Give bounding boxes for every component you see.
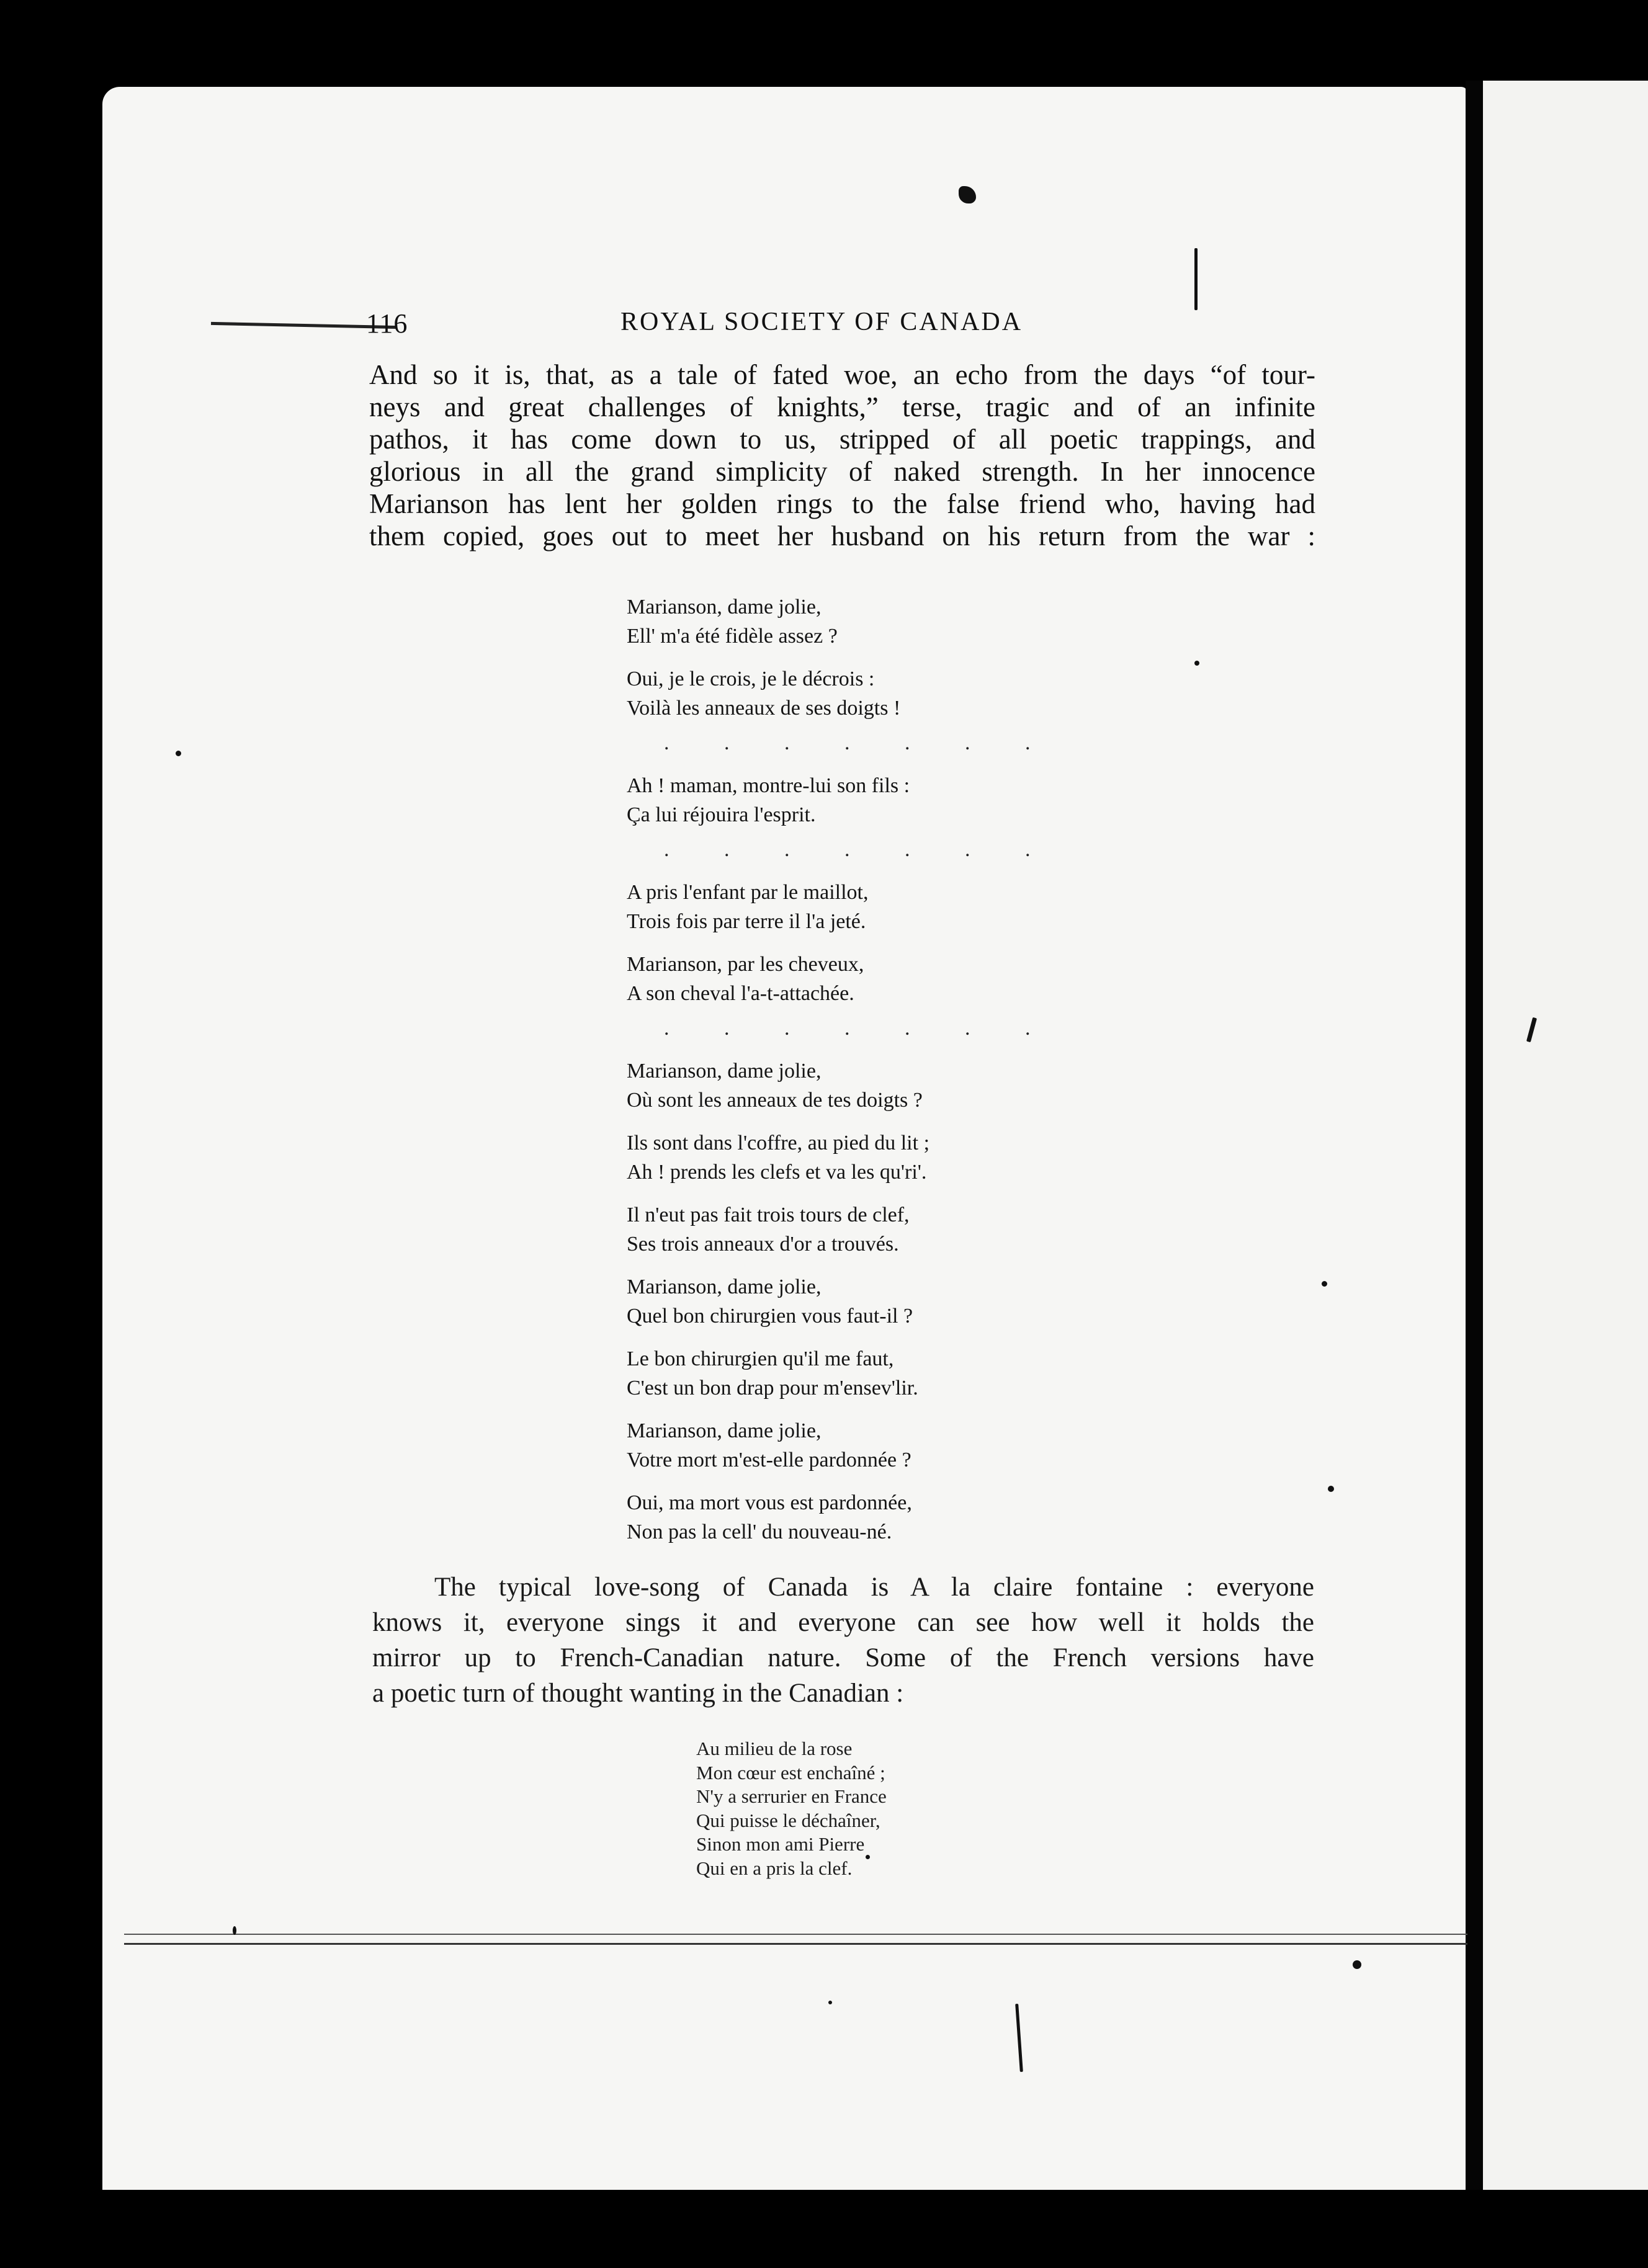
paragraph-line: neys and great challenges of knights,” terse, tragic and of an infinite (369, 391, 1315, 422)
paragraph-line: a poetic turn of thought wanting in the Canadian : (372, 1679, 904, 1708)
verse-line: A pris l'enfant par le maillot, (627, 881, 869, 904)
scan-speck (1328, 1486, 1334, 1492)
poem-marianson (627, 592, 1098, 1560)
stanza (627, 1488, 1098, 1547)
stanza (627, 878, 1098, 936)
verse-line: Ah ! maman, montre-lui son fils : (627, 774, 910, 797)
stanza (627, 1200, 1098, 1259)
paragraph-line: The typical love-song of Canada is A la claire fontaine : everyone (434, 1573, 1314, 1602)
verse-line: Oui, ma mort vous est pardonnée, (627, 1491, 912, 1514)
bottom-rule (124, 1934, 1467, 1935)
stanza (627, 950, 1098, 1008)
poem-claire-fontaine (696, 1737, 1019, 1881)
verse-line: C'est un bon drap pour m'ensev'lir. (627, 1377, 918, 1400)
verse-line: Marianson, par les cheveux, (627, 953, 864, 976)
paragraph-line: pathos, it has come down to us, stripped of all poetic trappings, and (369, 424, 1315, 455)
verse-line: Oui, je le crois, je le décrois : (627, 667, 875, 690)
paragraph-line: knows it, everyone sings it and everyone can see how well it holds the (372, 1608, 1314, 1637)
stanza (627, 592, 1098, 651)
running-head: ROYAL SOCIETY OF CANADA (620, 308, 1023, 336)
paragraph-2 (372, 1569, 1314, 1711)
verse-line: Marianson, dame jolie, (627, 1060, 822, 1083)
verse-line: Marianson, dame jolie, (627, 1275, 822, 1298)
ellipsis-row: . . . . . . . (664, 731, 1055, 754)
verse-line: Non pas la cell' du nouveau-né. (627, 1520, 892, 1543)
verse-line: Ils sont dans l'coffre, au pied du lit ; (627, 1132, 930, 1154)
verse-line: Ses trois anneaux d'or a trouvés. (627, 1233, 899, 1256)
book-gutter (1466, 81, 1483, 2190)
bottom-rule (124, 1943, 1467, 1945)
scan-speck (866, 1855, 870, 1859)
verse-line: Au milieu de la rose (696, 1738, 853, 1759)
verse-line: Quel bon chirurgien vous faut-il ? (627, 1305, 913, 1328)
verse-line: Marianson, dame jolie, (627, 596, 822, 618)
paragraph-line: glorious in all the grand simplicity of naked strength. In her innocence (369, 456, 1315, 487)
stanza (627, 1344, 1098, 1403)
scan-speck (1322, 1281, 1327, 1287)
stanza (627, 1128, 1098, 1187)
verse-line: Il n'eut pas fait trois tours de clef, (627, 1203, 910, 1226)
verse-line: Mon cœur est enchaîné ; (696, 1761, 885, 1784)
scan-speck (233, 1926, 236, 1935)
verse-line: Trois fois par terre il l'a jeté. (627, 910, 866, 933)
verse-line: Sinon mon ami Pierre (696, 1833, 865, 1855)
paragraph-line: And so it is, that, as a tale of fated woe, an echo from the days “of tour- (369, 359, 1315, 390)
scan-speck (176, 751, 181, 756)
verse-line: Voilà les anneaux de ses doigts ! (627, 697, 901, 720)
stanza (627, 771, 1098, 829)
verse-line: Où sont les anneaux de tes doigts ? (627, 1089, 923, 1112)
verse-line: Marianson, dame jolie, (627, 1419, 822, 1442)
verse-line: Ça lui réjouira l'esprit. (627, 803, 816, 826)
stanza (627, 1416, 1098, 1475)
stanza (627, 1272, 1098, 1331)
verse-line: Qui puisse le déchaîner, (696, 1809, 880, 1831)
scan-stroke (1194, 248, 1198, 310)
paragraph-1 (369, 359, 1315, 552)
facing-page-edge (1483, 81, 1648, 2190)
scan-speck (828, 2001, 832, 2004)
verse-line: Le bon chirurgien qu'il me faut, (627, 1347, 894, 1370)
stanza (627, 664, 1098, 723)
page-number: 116 (366, 308, 408, 339)
verse-line: Ell' m'a été fidèle assez ? (627, 625, 838, 648)
verse-line: Votre mort m'est-elle pardonnée ? (627, 1449, 911, 1471)
verse-line: N'y a serrurier en France (696, 1785, 887, 1808)
ellipsis-row: . . . . . . . (664, 1017, 1055, 1040)
paragraph-line: mirror up to French-Canadian nature. Some of the French versions have (372, 1643, 1314, 1672)
scan-speck (1353, 1960, 1361, 1969)
ellipsis-row: . . . . . . . (664, 838, 1055, 861)
stanza (627, 1056, 1098, 1115)
paragraph-line: Marianson has lent her golden rings to the false friend who, having had (369, 488, 1315, 519)
verse-line: Ah ! prends les clefs et va les qu'ri'. (627, 1161, 927, 1184)
verse-line: Qui en a pris la clef. (696, 1857, 853, 1879)
verse-line: A son cheval l'a-t-attachée. (627, 982, 854, 1005)
paragraph-line: them copied, goes out to meet her husband on his return from the war : (369, 520, 1315, 551)
scan-speck (1194, 661, 1199, 666)
